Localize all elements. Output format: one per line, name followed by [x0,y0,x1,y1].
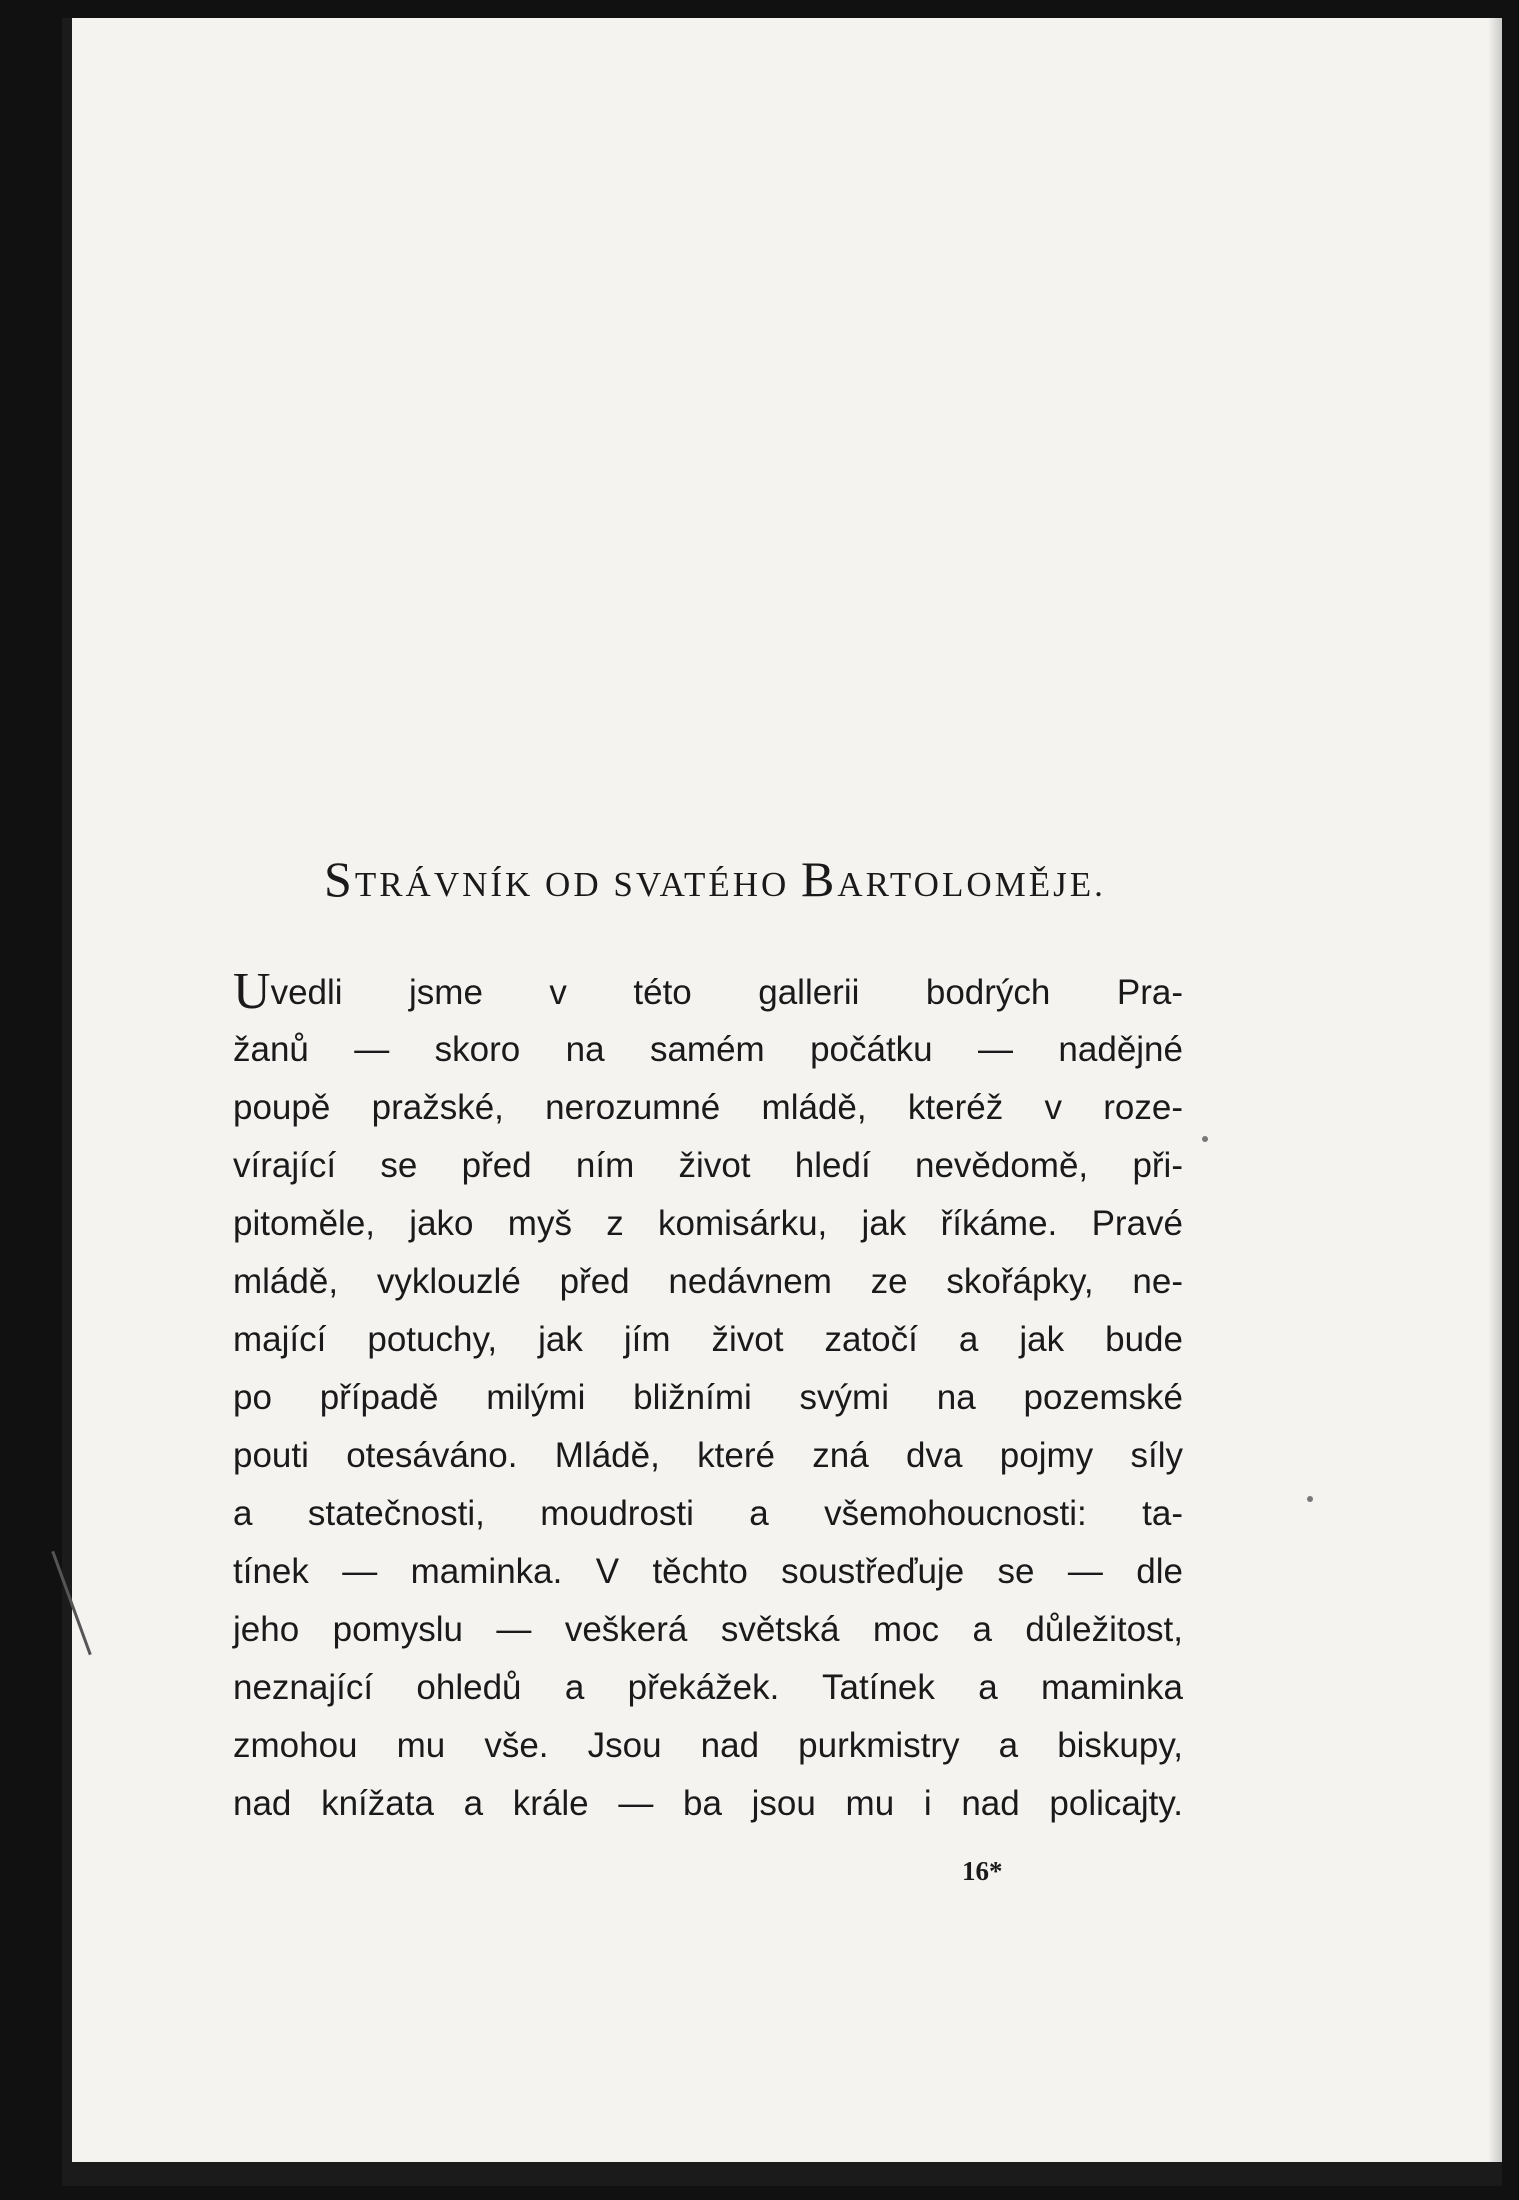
page-left-edge [62,18,72,2186]
text-line: mládě, vyklouzlé před nedávnem ze skořápky, ne- [233,1262,1183,1301]
text-line: žanů — skoro na samém počátku — nadějné [233,1030,1183,1069]
drop-cap: U [233,963,271,1020]
text-line: po případě milými bližními svými na pozemské [233,1378,1183,1417]
text-line: mající potuchy, jak jím život zatočí a jak bude [233,1320,1183,1359]
title-text-1: TRÁVNÍK OD SVATÉHO [354,865,802,904]
page-number: 16* [962,1856,1003,1886]
text-line: zmohou mu vše. Jsou nad purkmistry a biskupy, [233,1726,1183,1765]
text-line: tínek — maminka. V těchto soustřeďuje se — dle [233,1552,1183,1591]
text-line: a statečnosti, moudrosti a všemohoucnosti: ta- [233,1494,1183,1533]
page-right-edge [1488,18,1502,2186]
chapter-title [324,850,1224,908]
text-line: neznající ohledů a překážek. Tatínek a maminka [233,1668,1183,1707]
text-line: jeho pomyslu — veškerá světská moc a důležitost, [233,1610,1183,1649]
scan-speck [1307,1496,1313,1502]
text-line: pitoměle, jako myš z komisárku, jak říkáme. Pravé [233,1204,1183,1243]
text-line [233,963,1183,1021]
scan-speck [1202,1136,1208,1142]
text-line: poupě pražské, nerozumné mládě, kteréž v roze- [233,1088,1183,1127]
text-line: pouti otesáváno. Mládě, které zná dva pojmy síly [233,1436,1183,1475]
text-line: vírající se před ním život hledí nevědomě, při- [233,1146,1183,1185]
book-page [62,18,1502,2186]
text-line: nad knížata a krále — ba jsou mu i nad policajty. [233,1784,1183,1823]
chapter-body [233,963,1183,1833]
first-line-text: vedli jsme v této gallerii bodrých Pra- [270,973,1183,1012]
title-capital-1: S [324,851,355,907]
title-capital-2: B [801,851,838,907]
page-bottom-edge [62,2162,1502,2186]
title-text-2: ARTOLOMĚJE. [837,865,1106,904]
